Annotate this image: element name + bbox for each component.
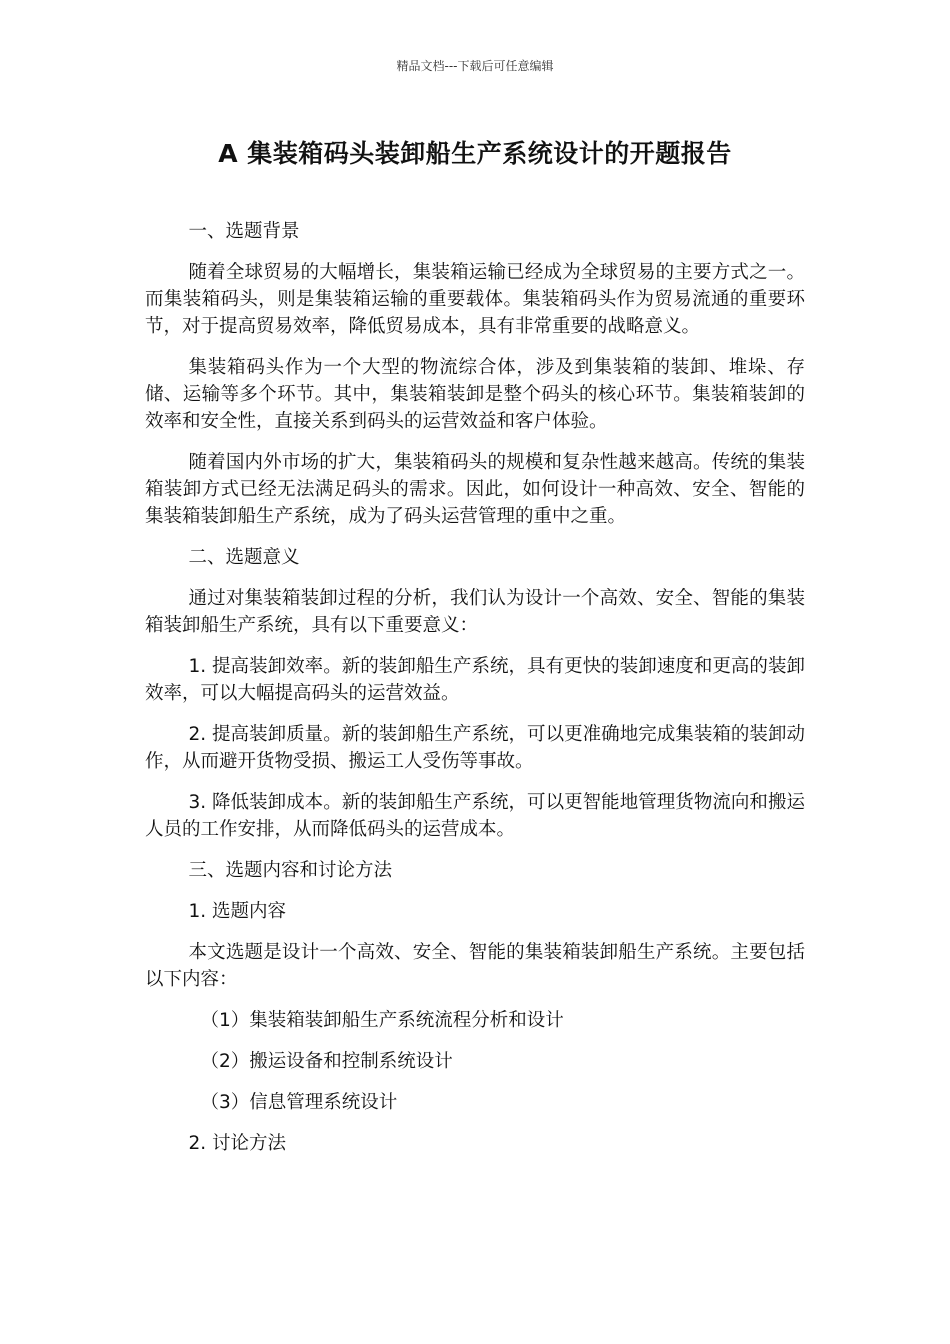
subheading-content: 1. 选题内容 [188, 901, 287, 922]
paragraph-content-intro: 本文选题是设计一个高效、安全、智能的集装箱装卸船生产系统。主要包括以下内容： [145, 942, 805, 990]
content-item-process: （1）集装箱装卸船生产系统流程分析和设计 [200, 1010, 564, 1031]
document-title: A 集装箱码头装卸船生产系统设计的开题报告 [218, 139, 732, 168]
paragraph-background-2: 集装箱码头作为一个大型的物流综合体，涉及到集装箱的装卸、堆垛、存储、运输等多个环节。其中，集装箱装卸是整个码头的核心环节。集装箱装卸的效率和安全性，直接关系到码头的运营效益和客户体验。 [145, 357, 805, 432]
content-item-equipment: （2）搬运设备和控制系统设计 [200, 1051, 453, 1072]
content-item-information: （3）信息管理系统设计 [200, 1092, 398, 1113]
list-item-cost: 3. 降低装卸成本。新的装卸船生产系统，可以更智能地管理货物流向和搬运人员的工作安排，从而降低码头的运营成本。 [145, 792, 805, 840]
paragraph-background-3: 随着国内外市场的扩大，集装箱码头的规模和复杂性越来越高。传统的集装箱装卸方式已经无法满足码头的需求。因此，如何设计一种高效、安全、智能的集装箱装卸船生产系统，成为了码头运营管理的重中之重。 [145, 452, 805, 527]
paragraph-significance-intro: 通过对集装箱装卸过程的分析，我们认为设计一个高效、安全、智能的集装箱装卸船生产系统，具有以下重要意义： [145, 588, 805, 636]
list-item-quality: 2. 提高装卸质量。新的装卸船生产系统，可以更准确地完成集装箱的装卸动作，从而避开货物受损、搬运工人受伤等事故。 [145, 724, 805, 772]
section-heading-content-method: 三、选题内容和讨论方法 [188, 860, 392, 881]
subheading-method: 2. 讨论方法 [188, 1133, 287, 1154]
page-header-watermark: 精品文档---下载后可任意编辑 [396, 59, 554, 73]
paragraph-background-1: 随着全球贸易的大幅增长，集装箱运输已经成为全球贸易的主要方式之一。而集装箱码头，则是集装箱运输的重要载体。集装箱码头作为贸易流通的重要环节，对于提高贸易效率，降低贸易成本，具有非常重要的战略意义。 [145, 262, 805, 337]
list-item-efficiency: 1. 提高装卸效率。新的装卸船生产系统，具有更快的装卸速度和更高的装卸效率，可以大幅提高码头的运营效益。 [145, 656, 805, 704]
section-heading-significance: 二、选题意义 [188, 547, 300, 568]
section-heading-background: 一、选题背景 [188, 221, 300, 242]
document-body [145, 218, 805, 1171]
